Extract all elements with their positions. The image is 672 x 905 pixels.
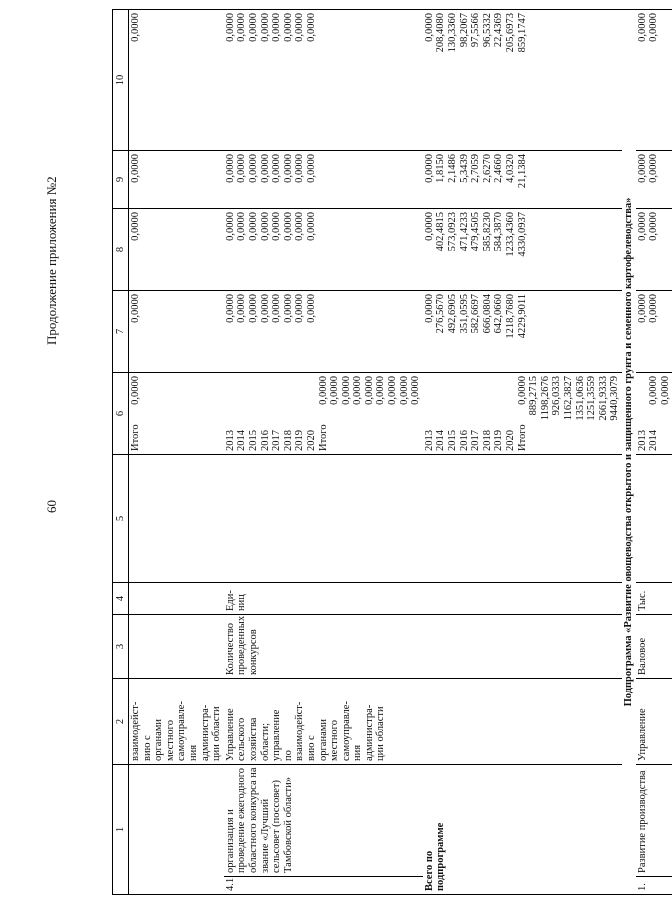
cell-number: 4.1. bbox=[224, 877, 423, 895]
col-num-2: 2 bbox=[113, 679, 129, 765]
column-number-row bbox=[113, 10, 129, 895]
table-row-4-1 bbox=[224, 10, 423, 895]
cell-c10: 0,0000 bbox=[129, 10, 224, 151]
cell-c8: 0,0000 402,4815 573,0923 471,4233 479,4505 585,8230 584,3870 1233,4360 4330,0937 bbox=[423, 209, 622, 291]
cell-c6-value: 0,0000 bbox=[130, 376, 141, 405]
cell-c7: 0,0000 276,5670 492,6905 351,0595 582,6697 666,0804 642,0660 1218,7680 4229,9011 bbox=[423, 291, 622, 373]
col-num-4: 4 bbox=[113, 583, 129, 615]
cell-unit: Тыс. bbox=[636, 583, 672, 615]
cell-c8: 0,0000 0,0000 0,0000 0,0000 0,0000 0,0000 0,0000 0,0000 bbox=[224, 209, 423, 291]
cell-years: 2013 2014 2015 2016 2017 2018 2019 2020 Итого bbox=[224, 424, 329, 451]
cell-target bbox=[423, 455, 622, 583]
cell-c7: 0,0000 0,0000 bbox=[636, 291, 672, 373]
cell-unit bbox=[423, 583, 622, 615]
cell-c6 bbox=[636, 373, 672, 455]
cell-c6-value: 0,0000 0,0000 0,0000 0,0000 0,0000 0,0000 0,0000 0,0000 0,0000 bbox=[317, 376, 422, 405]
cell-total-label: Всего по подпрограмме bbox=[423, 765, 622, 895]
col-num-9: 9 bbox=[113, 151, 129, 209]
cell-c6 bbox=[129, 373, 224, 455]
cell-owner: Управление сельского хозяйства области; управление по взаимодейст- вию с органами местного самоуправле- ния администра- ции области bbox=[224, 679, 423, 765]
cell-owner bbox=[423, 679, 622, 765]
cell-c6-value: 0,0000 0,0000 bbox=[648, 376, 671, 405]
cell-c6-value: 0,0000 889,2715 1198,2676 926,0333 1162,3827 1351,0636 1251,3559 2661,9333 9440,3079 bbox=[516, 376, 621, 421]
cell-c7: 0,0000 0,0000 0,0000 0,0000 0,0000 0,0000 0,0000 0,0000 bbox=[224, 291, 423, 373]
cell-c10: 0,0000 208,4080 130,3360 98,2067 97,5566 96,5332 22,4369 205,6973 859,1747 bbox=[423, 10, 622, 151]
cell-c8: 0,0000 0,0000 bbox=[636, 209, 672, 291]
cell-name: организация и проведение ежегодного областного конкурса на звание «Лучший сельсовет (поссовет) Тамбовской области» bbox=[224, 765, 423, 877]
cell-number: 1. bbox=[636, 877, 672, 895]
cell-indicator: Валовое bbox=[636, 615, 672, 679]
cell-c7: 0,0000 bbox=[129, 291, 224, 373]
cell-c6 bbox=[423, 373, 622, 455]
col-num-10: 10 bbox=[113, 10, 129, 151]
cell-name bbox=[129, 765, 224, 895]
subprogram-title: Подпрограмма «Развитие овощеводства открытого и защищенного грунта и семенного картофелеводства» bbox=[622, 10, 636, 895]
col-num-7: 7 bbox=[113, 291, 129, 373]
cell-target bbox=[224, 455, 423, 583]
cell-owner: взаимодейст- вию с органами местного самоуправле- ния администра- ции области bbox=[129, 679, 224, 765]
cell-years: 2013 2014 2015 2016 2017 2018 2019 2020 Итого bbox=[423, 424, 528, 451]
table-row-total bbox=[423, 10, 622, 895]
cell-years: Итого bbox=[130, 424, 141, 451]
col-num-3: 3 bbox=[113, 615, 129, 679]
col-num-6: 6 bbox=[113, 373, 129, 455]
cell-years: 2013 2014 bbox=[636, 430, 660, 451]
cell-c6 bbox=[224, 373, 423, 455]
cell-owner: Управление bbox=[636, 679, 672, 765]
table-row-1 bbox=[636, 10, 672, 895]
cell-c10: 0,0000 0,0000 0,0000 0,0000 0,0000 0,0000 0,0000 0,0000 bbox=[224, 10, 423, 151]
cell-c9: 0,0000 0,0000 bbox=[636, 151, 672, 209]
cell-unit: Еди- ниц bbox=[224, 583, 423, 615]
cell-indicator bbox=[423, 615, 622, 679]
cell-c9: 0,0000 bbox=[129, 151, 224, 209]
col-num-1: 1 bbox=[113, 765, 129, 895]
table-row-continued bbox=[129, 10, 224, 895]
cell-indicator bbox=[129, 615, 224, 679]
cell-name: Развитие производства bbox=[636, 765, 672, 877]
cell-target bbox=[129, 455, 224, 583]
col-num-5: 5 bbox=[113, 455, 129, 583]
cell-indicator: Количество проведенных конкурсов bbox=[224, 615, 423, 679]
data-table bbox=[112, 9, 672, 895]
cell-unit bbox=[129, 583, 224, 615]
col-num-8: 8 bbox=[113, 209, 129, 291]
cell-c9: 0,0000 0,0000 0,0000 0,0000 0,0000 0,0000 0,0000 0,0000 bbox=[224, 151, 423, 209]
subprogram-title-row bbox=[622, 10, 636, 895]
cell-target bbox=[636, 455, 672, 583]
cell-c10: 0,0000 0,0000 bbox=[636, 10, 672, 151]
page-number: 60 bbox=[44, 500, 59, 513]
page-title: Продолжение приложения №2 bbox=[44, 176, 59, 345]
cell-c9: 0,0000 1,8150 2,1486 5,3439 2,7059 2,6270 2,4660 4,0320 21,1384 bbox=[423, 151, 622, 209]
cell-c8: 0,0000 bbox=[129, 209, 224, 291]
